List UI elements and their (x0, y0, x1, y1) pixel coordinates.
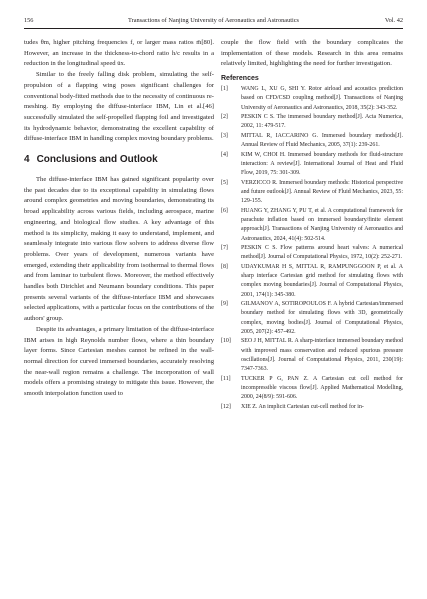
body-paragraph: Despite its advantages, a primary limitation of the diffuse-interface IBM arises in high Reynolds number flows, where a thin boundary layer forms. Since Cartesian meshes cannot be refined in the wall-normal direction for curved immersed boundaries, accurately resolving the near-wall region remains a challenge. The incorporation of wall models offers a promising strategy to mitigate this issue. However, the smooth interpolation function used to (24, 325, 214, 398)
reference-number: [3] (221, 132, 228, 139)
reference-item (221, 85, 403, 113)
reference-text: TUCKER P G, PAN Z. A Cartesian cut cell method for incompressible viscous flow[J]. Applied Mathematical Modelling, 2000, 24(8/9): 591-606. (241, 375, 403, 401)
reference-number: [12] (221, 403, 231, 410)
reference-number: [1] (221, 86, 228, 93)
page-number: 156 (24, 17, 34, 24)
reference-number: [9] (221, 301, 228, 308)
reference-number: [6] (221, 207, 228, 214)
references-heading: References (221, 75, 259, 83)
reference-item (221, 375, 403, 403)
reference-item (221, 403, 403, 412)
volume-label: Vol. 42 (384, 17, 403, 24)
reference-item (221, 113, 403, 132)
reference-list (221, 85, 403, 412)
body-paragraph: The diffuse-interface IBM has gained significant popularity over the past decades due to its exceptional capability in simulating flows around complex geometries and moving boundaries, demonstrating its broad applicability across various fields, including aerospace, marine engineering, and biological flow studies. A key advantage of this method is its simplicity, making it easy to understand, implement, and seamlessly integrate into various flow solvers to address diverse flow problems. Over years of development, numerous variants have emerged, extending their applicability from isothermal to thermal flows and from laminar to turbulent flows. Moreover, the method effectively handles both Dirichlet and Neumann boundary conditions. This paper presents several variants of the diffuse-interface IBM and showcases selected applications, with a particular focus on the contributions of the authors' group. (24, 176, 214, 323)
reference-text: WANG L, XU G, SHI Y. Rotor airload and acoustics prediction based on CFD/CSD coupling method[J]. Transactions of Nanjing University of Aeronautics and Astronautics, 2018, 35(2): 343-352. (241, 86, 403, 111)
journal-title: Transactions of Nanjing University of Aeronautics and Astronautics (128, 17, 299, 24)
reference-number: [7] (221, 244, 228, 251)
reference-number: [10] (221, 338, 231, 345)
reference-number: [4] (221, 151, 228, 158)
reference-text: VERZICCO R. Immersed boundary methods: Historical perspective and future outlook[J]. Annual Review of Fluid Mechanics, 2023, 55: 129-155. (241, 179, 403, 205)
reference-item (221, 337, 403, 374)
reference-item (221, 300, 403, 337)
body-paragraph: tudes θm, higher pitching frequencies f, or larger mass ratios m̄[80]. However, an increase in the thickness-to-chord ratio h/c results in a reduction in the longitudinal speed ūx. (24, 39, 214, 68)
reference-text: MITTAL R, IACCARINO G. Immersed boundary methods[J]. Annual Review of Fluid Mechanics, 2005, 37(1): 239-261. (241, 132, 403, 149)
reference-number: [11] (221, 375, 231, 382)
section-title: Conclusions and Outlook (36, 154, 158, 166)
reference-text: PESKIN C S. Flow patterns around heart valves: A numerical method[J]. Journal of Computational Physics, 1972, 10(2): 252-271. (241, 244, 403, 261)
reference-text: SEO J H, MITTAL R. A sharp-interface immersed boundary method with improved mass conservation and reduced spurious pressure oscillations[J]. Journal of Computational Physics, 2011, 230(19): 7347-7363. (241, 338, 403, 373)
reference-text: GILMANOV A, SOTIROPOULOS F. A hybrid Cartesian/immersed boundary method for simulating flows with 3D, geometrically complex, moving bodies[J]. Journal of Computational Physics, 2005, 207(2): 457-492. (241, 301, 403, 336)
body-paragraph: couple the flow field with the boundary complicates the implementation of these models. Research in this area remains relatively limited, highlighting the need for further investigation. (221, 39, 403, 68)
reference-text: HUANG Y, ZHANG Y, PU T, et al. A computational framework for parachute inflation based on immersed boundary/finite element approach[J]. Transactions of Nanjing University of Aeronautics and Astronautics, 2024, 41(4): 502-514. (241, 207, 403, 242)
reference-number: [2] (221, 114, 228, 121)
reference-item (221, 207, 403, 244)
left-column (24, 38, 214, 400)
reference-item (221, 151, 403, 179)
reference-number: [5] (221, 179, 228, 186)
body-paragraph: Similar to the freely falling disk problem, simulating the self-propulsion of a flapping wing poses significant challenges for conventional body-fitted methods due to the necessity of continuous re-meshing. By employing the diffuse-interface IBM, Lin et al.[46] successfully simulated the self-propelled flapping foil and investigated its hydrodynamic behavior, demonstrating the excellent capability of diffuse-interface IBM in handling complex moving boundary problems. (24, 71, 214, 143)
reference-item (221, 132, 403, 151)
section-heading (24, 154, 214, 166)
section-number: 4 (24, 154, 30, 166)
reference-number: [8] (221, 263, 228, 270)
reference-item (221, 179, 403, 207)
reference-text: XIE Z. An implicit Cartesian cut-cell method for in- (241, 403, 364, 410)
reference-text: UDAYKUMAR H S, MITTAL R, RAMPUNGGOON P, et al. A sharp interface Cartesian grid method for simulating flows with complex moving boundaries[J]. Journal of Computational Physics, 2001, 174(1): 345-380. (241, 263, 403, 298)
reference-text: PESKIN C S. The immersed boundary method[J]. Acta Numerica, 2002, 11: 479-517. (241, 114, 403, 130)
reference-item (221, 263, 403, 300)
header-rule (24, 28, 403, 29)
reference-item (221, 244, 403, 263)
right-column (221, 38, 403, 412)
reference-text: KIM W, CHOI H. Immersed boundary methods for fluid-structure interaction: A review[J]. International Journal of Heat and Fluid Flow, 2019, 75: 301-309. (241, 151, 403, 177)
